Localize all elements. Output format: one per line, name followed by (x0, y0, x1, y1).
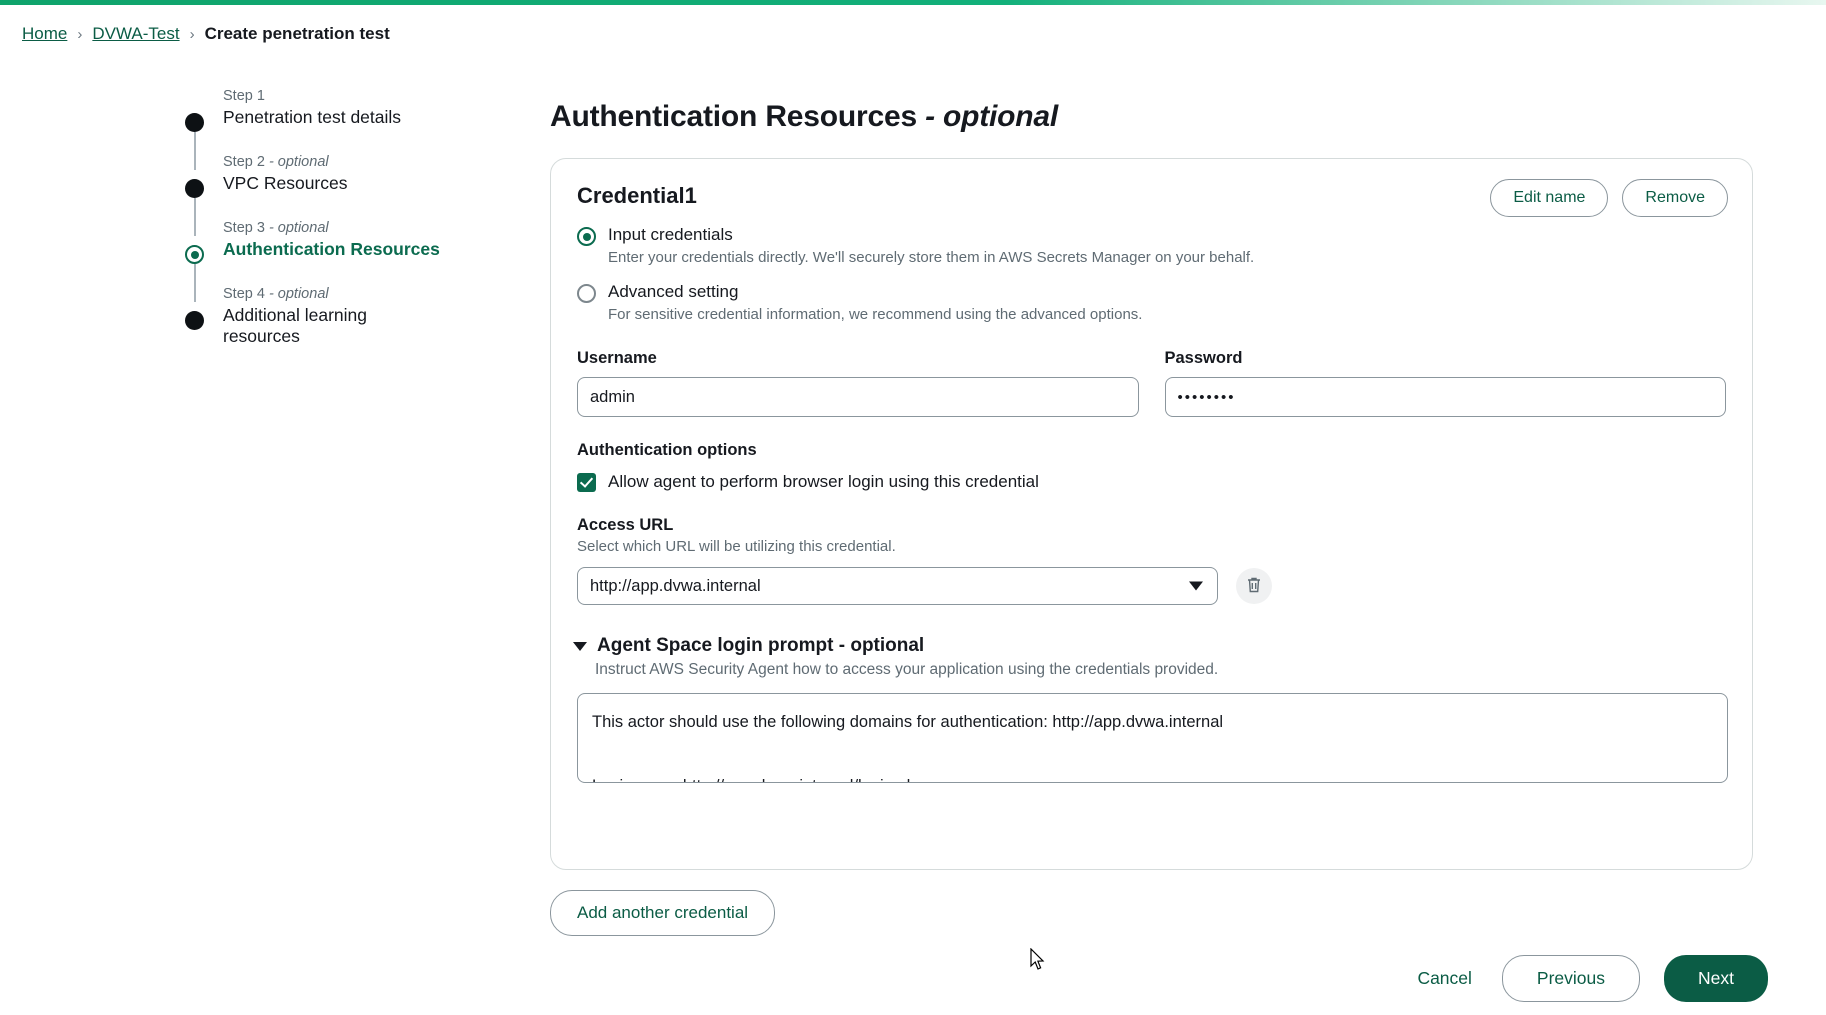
radio-option-input-credentials[interactable] (551, 225, 1752, 266)
credential-fields (551, 349, 1752, 417)
password-label: Password (1164, 349, 1243, 367)
stepper-step-2[interactable] (185, 154, 445, 194)
trash-icon (1246, 576, 1262, 597)
stepper-step-1[interactable] (185, 88, 445, 128)
access-url-label: Access URL (577, 516, 674, 534)
breadcrumb-item-home[interactable]: Home (22, 24, 68, 43)
login-prompt-title: Agent Space login prompt - optional (597, 635, 925, 656)
step-title[interactable]: Authentication Resources (223, 239, 440, 259)
radio-description: For sensitive credential information, we recommend using the advanced options. (608, 306, 1143, 323)
breadcrumb-item-current: Create penetration test (204, 24, 390, 43)
credential-card (550, 158, 1753, 870)
breadcrumb-item-dvwa-test[interactable]: DVWA-Test (92, 24, 180, 43)
next-button[interactable]: Next (1664, 955, 1768, 1002)
step-number: Step 1 (223, 88, 265, 104)
password-input[interactable] (1165, 377, 1727, 417)
breadcrumb-separator-icon: › (77, 25, 83, 43)
breadcrumb-separator-icon: › (189, 25, 195, 43)
radio-label: Input credentials (608, 225, 733, 244)
step-dot-icon (185, 113, 204, 132)
stepper-step-4[interactable] (185, 286, 445, 347)
step-title[interactable]: Additional learning resources (223, 305, 367, 346)
login-prompt-description: Instruct AWS Security Agent how to access your application using the credentials provided. (595, 661, 1219, 678)
credential-card-actions (1490, 179, 1728, 217)
chevron-down-icon[interactable] (1189, 582, 1203, 591)
step-dot-icon (185, 179, 204, 198)
browser-login-checkbox-label: Allow agent to perform browser login using this credential (608, 472, 1039, 491)
triangle-down-icon[interactable] (573, 642, 587, 651)
authentication-options-label: Authentication options (577, 441, 757, 459)
access-url-description: Select which URL will be utilizing this credential. (577, 538, 896, 555)
radio-icon-selected[interactable] (577, 227, 596, 246)
add-another-credential-button[interactable]: Add another credential (550, 890, 775, 936)
access-url-selected-value: http://app.dvwa.internal (590, 576, 761, 595)
step-title[interactable]: Penetration test details (223, 107, 402, 127)
login-prompt-disclosure[interactable] (551, 635, 1752, 657)
stepper-step-3[interactable] (185, 220, 445, 260)
breadcrumb (22, 24, 390, 44)
delete-access-url-button[interactable] (1236, 568, 1272, 604)
radio-description: Enter your credentials directly. We'll securely store them in AWS Secrets Manager on your behalf. (608, 249, 1255, 266)
wizard-footer (1411, 955, 1768, 1002)
cancel-button[interactable]: Cancel (1411, 967, 1477, 990)
wizard-stepper (185, 88, 445, 347)
previous-button[interactable]: Previous (1502, 955, 1640, 1002)
password-field-group (1165, 349, 1727, 417)
page-title: Authentication Resources - optional (550, 100, 1059, 133)
username-input[interactable] (577, 377, 1139, 417)
access-url-section (551, 516, 1752, 605)
top-accent-bar (0, 0, 1826, 5)
credential-name: Credential1 (577, 183, 697, 208)
username-label: Username (577, 349, 657, 367)
access-url-select[interactable] (577, 567, 1218, 605)
step-number: Step 3 - optional (223, 220, 329, 236)
login-prompt-textarea[interactable] (577, 693, 1728, 783)
step-number: Step 4 - optional (223, 286, 329, 302)
radio-label: Advanced setting (608, 282, 739, 301)
username-field-group (577, 349, 1139, 417)
step-title[interactable]: VPC Resources (223, 173, 348, 193)
remove-credential-button[interactable]: Remove (1622, 179, 1728, 217)
radio-icon-unselected[interactable] (577, 284, 596, 303)
mouse-cursor (1030, 948, 1046, 972)
step-number: Step 2 - optional (223, 154, 329, 170)
radio-option-advanced-setting[interactable] (551, 282, 1752, 323)
step-dot-icon (185, 311, 204, 330)
edit-name-button[interactable]: Edit name (1490, 179, 1608, 217)
browser-login-checkbox-row[interactable] (577, 472, 1726, 492)
checkbox-checked-icon[interactable] (577, 473, 596, 492)
authentication-options-section (551, 441, 1752, 492)
step-dot-icon-active (185, 245, 204, 264)
